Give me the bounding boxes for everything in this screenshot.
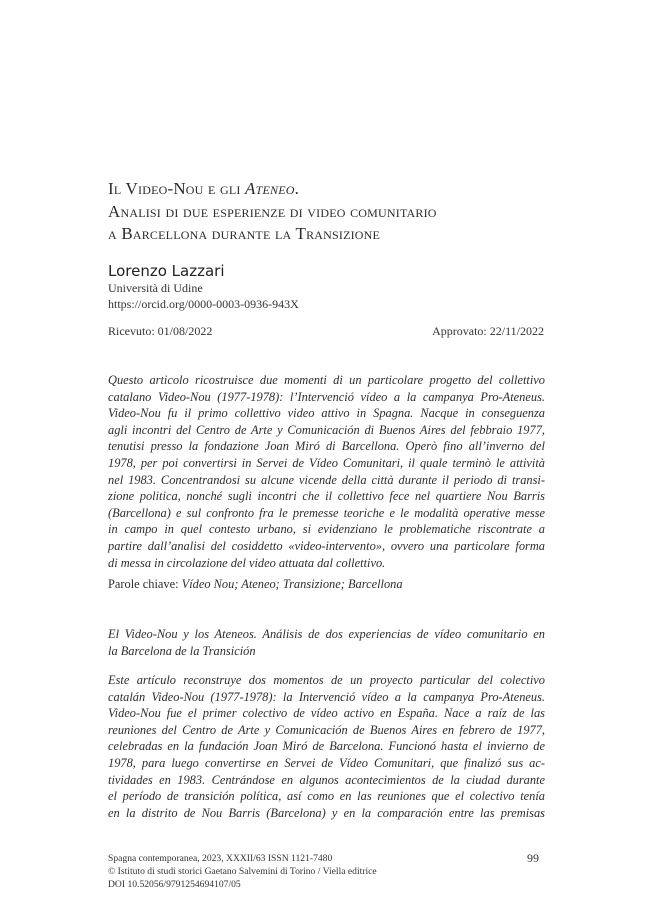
abstract-spanish (108, 672, 545, 821)
approved-date: Approvato: 22/11/2022 (432, 324, 544, 338)
title-line-1-emphasis: Ateneo (245, 179, 295, 198)
text-line: tenutisi presso la fondazione Joan Miró di Barcellona. Operò fino all’inverno del (108, 439, 545, 454)
text-line: el período de transición política, así como en las reuniones que el colectivo tenía (108, 789, 545, 804)
author-name: Lorenzo Lazzari (108, 262, 225, 280)
title-line-1-prefix: Il Video-Nou e gli (108, 179, 246, 198)
text-line: reuniones del Centro de Arte y Comunicación de Buenos Aires en febrero de 1977, (108, 722, 545, 737)
text-line: Video-Nou fu il primo collettivo video attivo in Spagna. Nacque in conseguenza (108, 406, 545, 421)
title-line-2: Analisi di due esperienze di video comunitario (108, 201, 437, 221)
keywords (108, 577, 403, 592)
text-line: Questo articolo ricostruisce due momenti di un particolare progetto del collettivo (108, 373, 545, 387)
text-line: Video-Nou fue el primer colectivo de vídeo activo en España. Nace a raíz de las (108, 706, 545, 721)
text-line: en la distrito de Nou Barris (Barcelona) y en la comparación entre las premisas (108, 805, 545, 820)
received-date: Ricevuto: 01/08/2022 (108, 324, 213, 338)
text-line: partire dall’analisi del cosiddetto «video-intervento», ovvero una particolare forma (108, 538, 545, 553)
abstract-italian (108, 372, 545, 571)
text-line: in campo in quel contesto urbano, si evidenziano le problematiche riscontrate a (108, 522, 545, 537)
footer-journal: Spagna contemporanea, 2023, XXXII/63 ISSN 1121-7480 (108, 853, 333, 864)
text-line: (Barcellona) e sul confronto fra le premesse teoriche e le modalità operative messe (108, 505, 545, 520)
author-orcid-link[interactable]: https://orcid.org/0000-0003-0936-943X (108, 296, 299, 311)
text-line: zione politica, nonché sugli incontri che il collettivo fece nel quartiere Nou Barris (108, 489, 545, 504)
title-line-3: a Barcellona durante la Transizione (108, 224, 381, 243)
footer-doi: DOI 10.52056/9791254694107/05 (108, 879, 241, 890)
text-line: di messa in circolazione del video attuata dal collettivo. (108, 555, 386, 570)
spanish-title (108, 626, 545, 660)
footer-copyright: © Istituto di studi storici Gaetano Salvemini di Torino / Viella editrice (108, 866, 377, 877)
text-line: la Barcelona de la Transición (108, 644, 256, 658)
text-line: catalano Video-Nou (1977-1978): l’Intervenció vídeo a la campanya Pro-Ateneus. (108, 389, 545, 404)
submission-dates (108, 324, 544, 339)
text-line: El Video-Nou y los Ateneos. Análisis de dos experiencias de vídeo comunitario en (108, 627, 545, 641)
author-affiliation: Università di Udine (108, 281, 203, 295)
text-line: Este artículo reconstruye dos momentos de un proyecto particular del colectivo (108, 673, 545, 687)
text-line: 1978, per poi convertirsi in Servei de Vídeo Comunitari, il quale terminò le attività (108, 455, 545, 470)
text-line: tividades en 1983. Centrándose en algunos acontecimientos de la ciudad durante (108, 772, 545, 787)
title-line-1-suffix: . (294, 179, 300, 198)
text-line: 1978, para luego convertirse en Servei de Vídeo Comunitari, que finalizó sus ac- (108, 755, 545, 770)
keywords-label: Parole chiave: (108, 577, 182, 591)
text-line: catalán Video-Nou (1977-1978): la Intervenció vídeo a la campanya Pro-Ateneus. (108, 689, 545, 704)
keywords-values: Vídeo Nou; Ateneo; Transizione; Barcellona (181, 577, 403, 591)
author-affiliation-block (108, 281, 299, 312)
title-line-1 (108, 178, 578, 201)
text-line: agli incontri del Centro de Arte y Comunicación di Buenos Aires del febbraio 1977, (108, 422, 545, 437)
page-number: 99 (527, 851, 539, 865)
article-title (108, 178, 578, 246)
text-line: nel 1983. Concentrandosi su alcune vicende della città durante il periodo di transi- (108, 472, 545, 487)
page-footer (108, 852, 377, 891)
text-line: celebradas en la fundación Joan Miró de Barcelona. Funcionó hasta el invierno de (108, 739, 545, 754)
